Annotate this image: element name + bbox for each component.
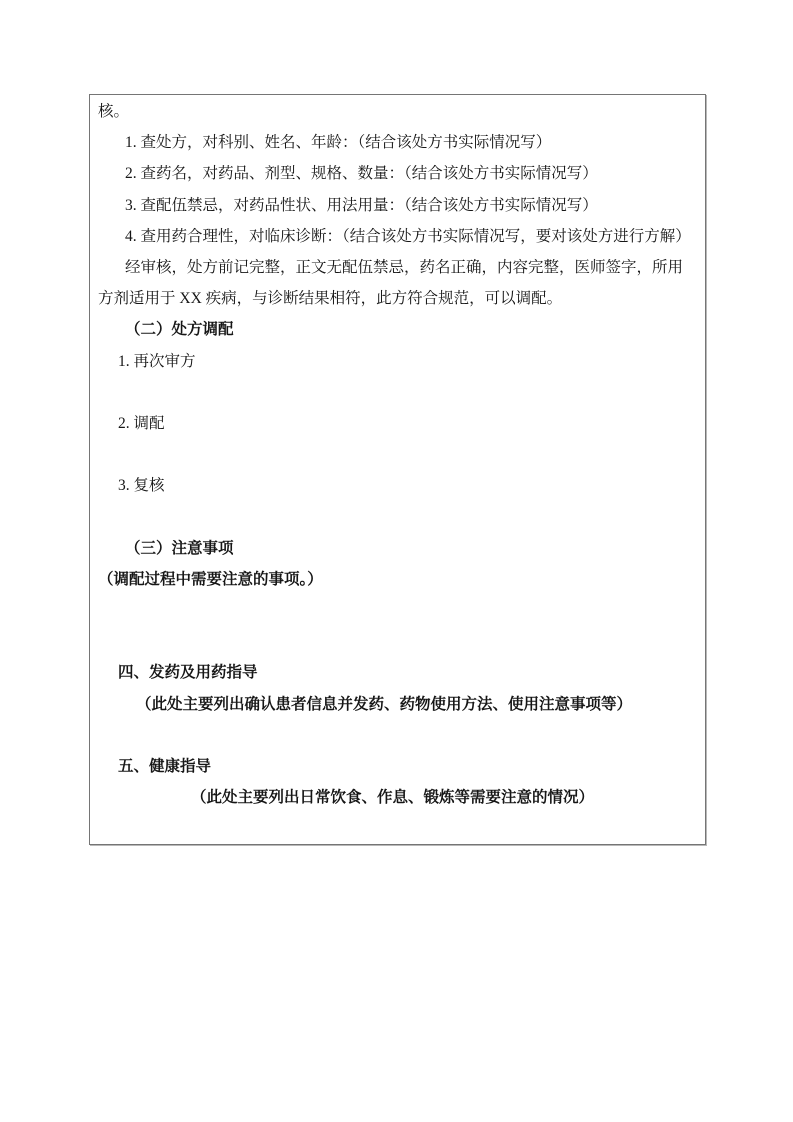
spacer-line xyxy=(98,720,699,751)
review-summary-line-1: 经审核，处方前记完整，正文无配伍禁忌，药名正确，内容完整，医师签字，所用 xyxy=(125,258,684,276)
spacer-line xyxy=(98,439,699,470)
review-summary-line-2: 方剂适用于 XX 疾病，与诊断结果相符，此方符合规范，可以调配。 xyxy=(98,290,563,308)
spacer-line xyxy=(98,595,699,626)
list-item-dispense-3: 3. 复核 xyxy=(118,477,165,495)
spacer-line xyxy=(98,501,699,532)
section-san-note: （调配过程中需要注意的事项。） xyxy=(98,570,323,588)
list-item-check-2: 2. 查药名，对药品、剂型、规格、数量：（结合该处方书实际情况写） xyxy=(125,165,598,183)
continuation-line: 核。 xyxy=(98,103,130,120)
list-item-dispense-1: 1. 再次审方 xyxy=(118,352,196,370)
list-item-check-3: 3. 查配伍禁忌，对药品性状、用法用量：（结合该处方书实际情况写） xyxy=(125,196,598,214)
section-heading-san: （三）注意事项 xyxy=(125,539,234,557)
spacer-line xyxy=(98,377,699,408)
section-heading-wu: 五、健康指导 xyxy=(118,757,212,775)
section-si-note: （此处主要列出确认患者信息并发药、药物使用方法、使用注意事项等） xyxy=(136,695,633,713)
list-item-check-4: 4. 查用药合理性，对临床诊断：（结合该处方书实际情况写，要对该处方进行方解） xyxy=(125,227,691,245)
spacer-line xyxy=(98,626,699,657)
section-wu-note: （此处主要列出日常饮食、作息、锻炼等需要注意的情况） xyxy=(191,789,595,807)
list-item-check-1: 1. 查处方，对科别、姓名、年龄：（结合该处方书实际情况写） xyxy=(125,134,552,152)
section-heading-er: （二）处方调配 xyxy=(125,321,234,339)
section-heading-si: 四、发药及用药指导 xyxy=(118,664,258,682)
list-item-dispense-2: 2. 调配 xyxy=(118,414,165,432)
content-table-cell xyxy=(89,94,706,845)
spacer-line xyxy=(98,813,699,844)
